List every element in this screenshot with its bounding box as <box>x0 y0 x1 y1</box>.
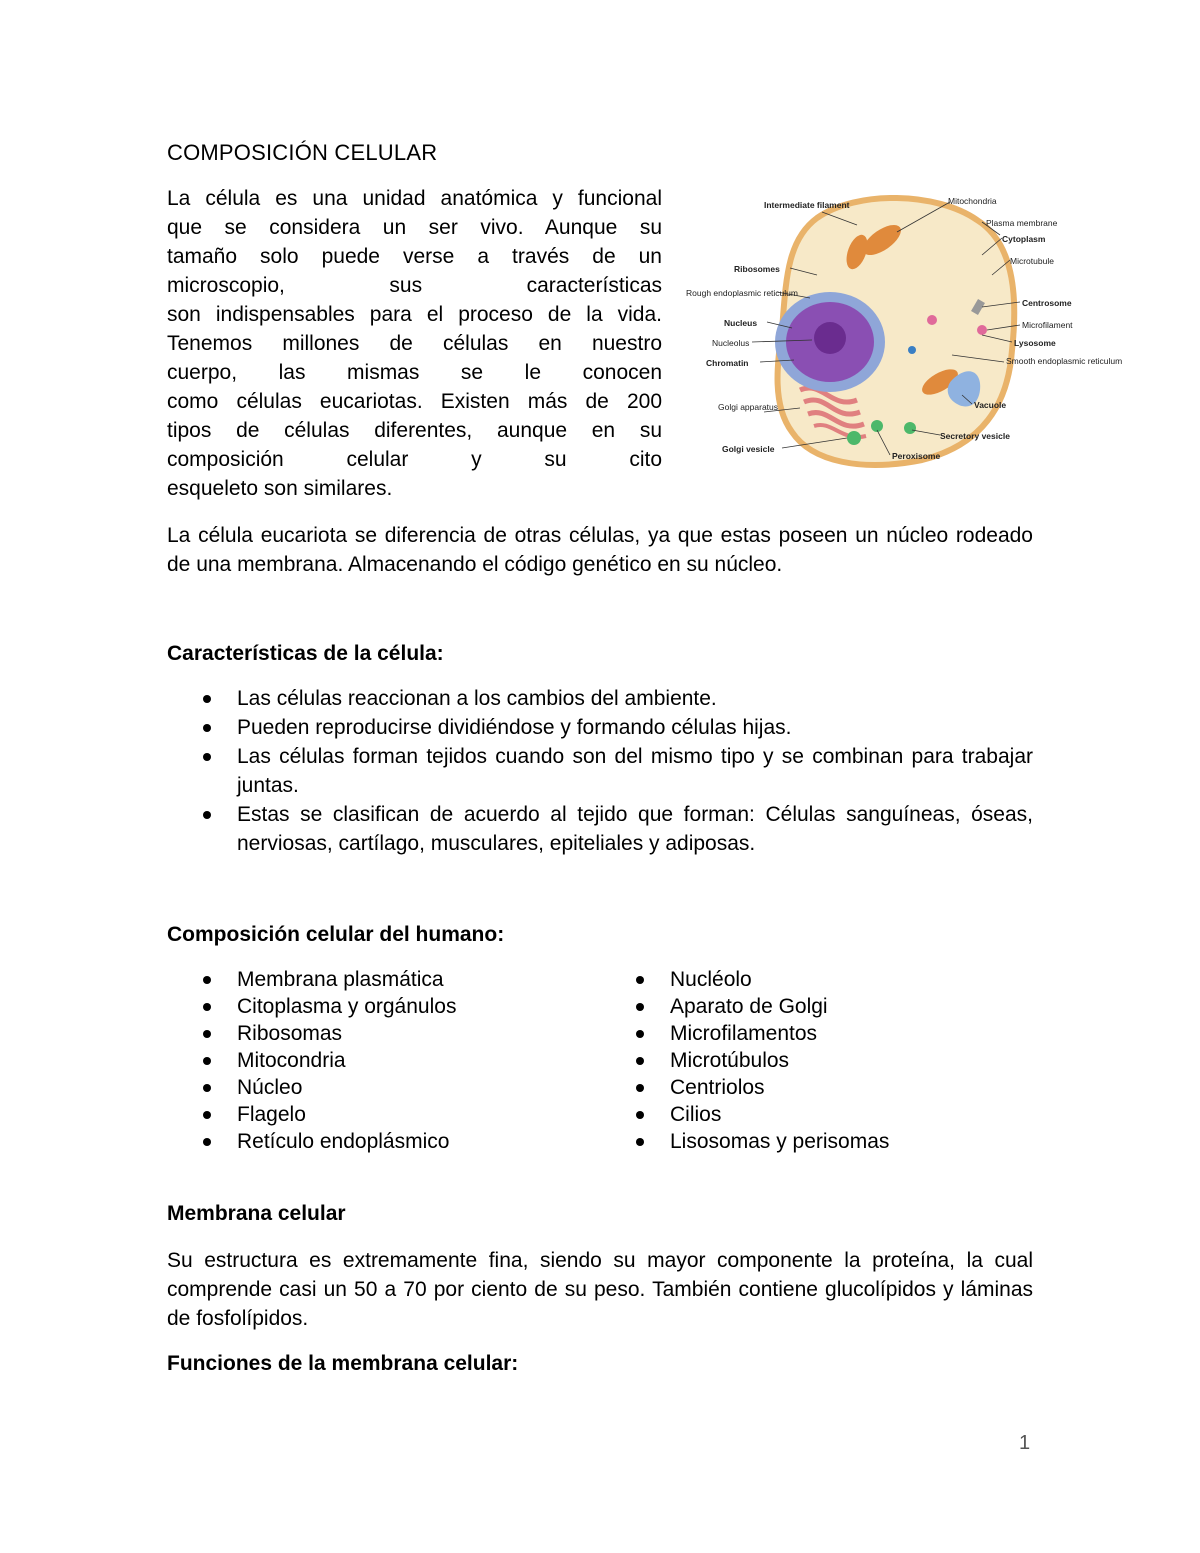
list-item: Mitocondria <box>167 1047 456 1074</box>
bullet-icon <box>203 1138 211 1146</box>
intro-paragraph <box>167 184 662 503</box>
label-microfilament: Microfilament <box>1022 320 1073 330</box>
label-smooth-er: Smooth endoplasmic reticulum <box>1006 356 1123 366</box>
intro-line: tipos de células diferentes, aunque en su <box>167 419 662 442</box>
label-intermediate-filament: Intermediate filament <box>764 200 850 210</box>
label-peroxisome: Peroxisome <box>892 451 941 461</box>
cell-diagram-figure <box>682 180 1123 490</box>
caracteristicas-list <box>167 684 1033 858</box>
intro-line: composición celular y su cito <box>167 448 662 471</box>
list-item: Nucléolo <box>600 966 889 993</box>
membrana-heading: Membrana celular <box>167 1202 346 1225</box>
label-nucleus: Nucleus <box>724 318 758 328</box>
bullet-icon <box>636 1030 644 1038</box>
bullet-icon <box>636 1003 644 1011</box>
list-item: Microtúbulos <box>600 1047 889 1074</box>
list-item: Ribosomas <box>167 1020 456 1047</box>
bullet-icon <box>636 1138 644 1146</box>
intro-line: son indispensables para el proceso de la vida. <box>167 303 662 326</box>
list-item: Flagelo <box>167 1101 456 1128</box>
intro-line: que se considera un ser vivo. Aunque su <box>167 216 662 239</box>
bullet-icon <box>636 976 644 984</box>
label-golgi-vesicle: Golgi vesicle <box>722 444 775 454</box>
bullet-icon <box>203 1111 211 1119</box>
composicion-heading: Composición celular del humano: <box>167 923 505 946</box>
list-item: Núcleo <box>167 1074 456 1101</box>
label-chromatin: Chromatin <box>706 358 749 368</box>
list-item: Retículo endoplásmico <box>167 1128 456 1155</box>
list-item: Las células reaccionan a los cambios del ambiente. <box>167 684 1033 713</box>
label-secretory-vesicle: Secretory vesicle <box>940 431 1010 441</box>
list-item: Estas se clasifican de acuerdo al tejido que forman: Células sanguíneas, óseas, nerviosas, cartílago, musculares, epiteliales y adiposas. <box>167 800 1033 858</box>
label-nucleolus: Nucleolus <box>712 338 750 348</box>
list-item: Microfilamentos <box>600 1020 889 1047</box>
list-item: Cilios <box>600 1101 889 1128</box>
membrana-paragraph: Su estructura es extremamente fina, siendo su mayor componente la proteína, la cual comprende casi un 50 a 70 por ciento de su peso. También contiene glucolípidos y láminas de fosfolípidos. <box>167 1249 1033 1330</box>
intro-line: tamaño solo puede verse a través de un <box>167 245 662 268</box>
list-item: Citoplasma y orgánulos <box>167 993 456 1020</box>
bullet-icon <box>203 1084 211 1092</box>
cell-diagram <box>682 180 1123 490</box>
document-title: COMPOSICIÓN CELULAR <box>167 140 438 165</box>
label-plasma-membrane: Plasma membrane <box>986 218 1058 228</box>
intro-line: cuerpo, las mismas se le conocen <box>167 361 662 384</box>
list-item: Aparato de Golgi <box>600 993 889 1020</box>
bullet-icon <box>636 1111 644 1119</box>
list-item: Lisosomas y perisomas <box>600 1128 889 1155</box>
page-number: 1 <box>1019 1432 1031 1454</box>
intro-line: microscopio, sus características <box>167 274 662 297</box>
bullet-icon <box>203 753 211 761</box>
bullet-icon <box>636 1057 644 1065</box>
bullet-icon <box>203 1030 211 1038</box>
bullet-icon <box>203 811 211 819</box>
label-ribosomes: Ribosomes <box>734 264 780 274</box>
list-item: Centriolos <box>600 1074 889 1101</box>
eukaryote-paragraph: La célula eucariota se diferencia de otras células, ya que estas poseen un núcleo rodeado de una membrana. Almacenando el código genético en su núcleo. <box>167 524 1033 576</box>
bullet-icon <box>203 1057 211 1065</box>
list-item: Pueden reproducirse dividiéndose y formando células hijas. <box>167 713 1033 742</box>
funciones-heading: Funciones de la membrana celular: <box>167 1352 519 1375</box>
intro-line: esqueleto son similares. <box>167 477 393 500</box>
bullet-icon <box>203 695 211 703</box>
label-cytoplasm: Cytoplasm <box>1002 234 1046 244</box>
intro-line: como células eucariotas. Existen más de 200 <box>167 390 662 413</box>
list-item: Membrana plasmática <box>167 966 456 993</box>
label-centrosome: Centrosome <box>1022 298 1072 308</box>
label-rough-er: Rough endoplasmic reticulum <box>686 288 798 298</box>
composicion-list-left <box>167 966 456 1155</box>
label-vacuole: Vacuole <box>974 400 1007 410</box>
intro-line: Tenemos millones de células en nuestro <box>167 332 662 355</box>
label-lysosome: Lysosome <box>1014 338 1056 348</box>
bullet-icon <box>203 1003 211 1011</box>
label-golgi-apparatus: Golgi apparatus <box>718 402 779 412</box>
label-microtubule: Microtubule <box>1010 256 1054 266</box>
list-item: Las células forman tejidos cuando son del mismo tipo y se combinan para trabajar juntas. <box>167 742 1033 800</box>
caracteristicas-heading: Características de la célula: <box>167 642 444 665</box>
bullet-icon <box>636 1084 644 1092</box>
composicion-list-right <box>600 966 889 1155</box>
label-mitochondria: Mitochondria <box>948 196 997 206</box>
bullet-icon <box>203 724 211 732</box>
intro-line: La célula es una unidad anatómica y funcional <box>167 187 662 210</box>
bullet-icon <box>203 976 211 984</box>
